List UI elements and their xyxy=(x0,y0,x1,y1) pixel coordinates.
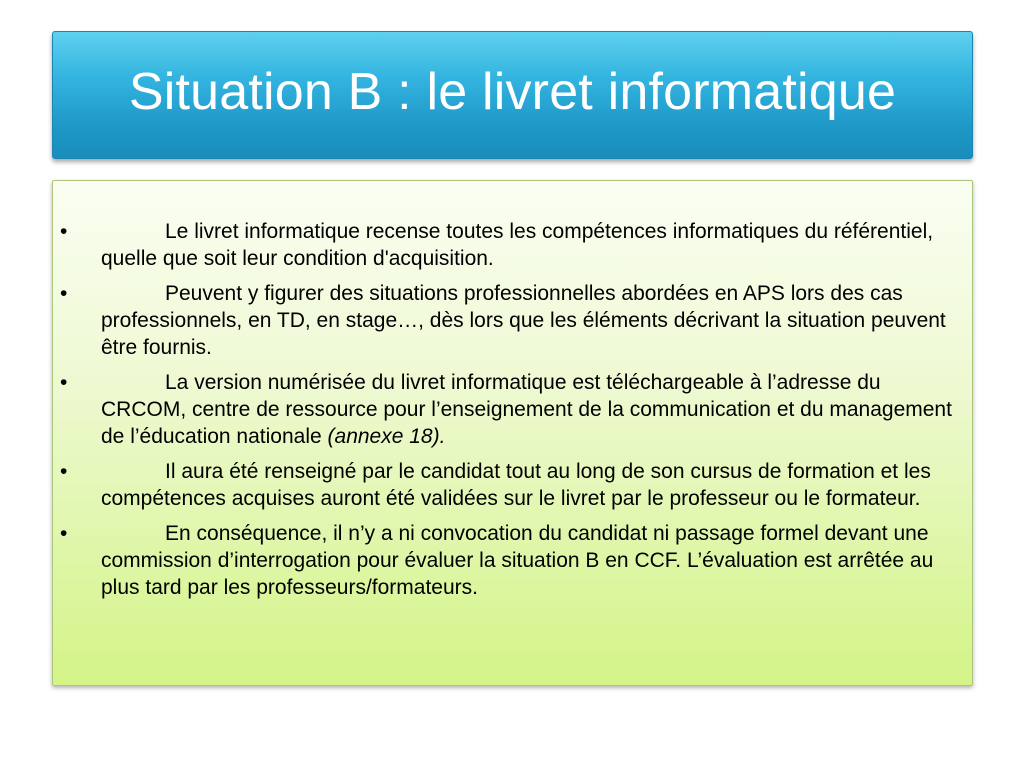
bullet-text xyxy=(101,280,960,361)
list-item xyxy=(53,369,974,450)
bullet-text xyxy=(101,458,960,512)
bullet-icon: • xyxy=(60,522,68,545)
list-item xyxy=(53,218,974,272)
bullet-text xyxy=(101,520,960,601)
bullet-text xyxy=(101,369,960,450)
slide-title: Situation B : le livret informatique xyxy=(128,63,897,121)
list-item xyxy=(53,520,974,601)
bullet-text-content: Le livret informatique recense toutes les compétences informatiques du référentiel, quelle que soit leur condition d'acquisition. xyxy=(101,220,934,270)
bullet-icon: • xyxy=(60,460,68,483)
bullet-icon: • xyxy=(60,220,68,243)
bullet-text-content: En conséquence, il n’y a ni convocation du candidat ni passage formel devant une commission d’interrogation pour évaluer la situation B en CCF. L’évaluation est arrêtée au plus tard par les professeurs/formateurs. xyxy=(101,522,934,599)
bullet-text-content: Peuvent y figurer des situations professionnelles abordées en APS lors des cas professionnels, en TD, en stage…, dès lors que les éléments décrivant la situation peuvent être fournis. xyxy=(101,282,946,359)
title-banner xyxy=(52,31,973,159)
bullet-icon: • xyxy=(60,371,68,394)
list-item xyxy=(53,458,974,512)
content-panel xyxy=(52,180,973,686)
bullet-list xyxy=(53,218,974,609)
annex-reference: (annexe 18). xyxy=(327,425,446,448)
bullet-text-content: Il aura été renseigné par le candidat tout au long de son cursus de formation et les compétences acquises auront été validées sur le livret par le professeur ou le formateur. xyxy=(101,460,931,510)
bullet-text xyxy=(101,218,960,272)
bullet-icon: • xyxy=(60,282,68,305)
bullet-text-content: La version numérisée du livret informatique est téléchargeable à l’adresse du CRCOM, centre de ressource pour l’enseignement de la communication et du management de l’éducation nationale xyxy=(101,371,952,448)
list-item xyxy=(53,280,974,361)
